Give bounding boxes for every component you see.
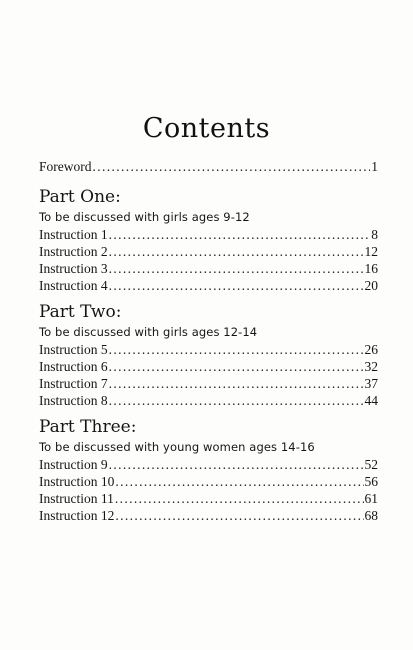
dot-leader	[109, 226, 371, 243]
toc-entry	[39, 375, 378, 392]
toc-entry-label: Instruction 9	[39, 457, 108, 472]
part-subtitle: To be discussed with girls ages 9-12	[39, 210, 250, 224]
toc-entry-label: Instruction 5	[39, 342, 108, 357]
toc-entry	[39, 226, 378, 243]
page-title: Contents	[142, 113, 271, 144]
dot-leader	[115, 490, 364, 507]
toc-entry-page: 61	[364, 491, 378, 506]
toc-entry-page: 44	[364, 393, 378, 408]
toc-entry	[39, 507, 378, 524]
dot-leader	[109, 341, 364, 358]
dot-leader	[115, 473, 363, 490]
dot-leader	[115, 507, 363, 524]
dot-leader	[109, 277, 364, 294]
toc-entry-page: 20	[364, 278, 378, 293]
part-one-section	[39, 187, 378, 294]
toc-entry-page: 26	[364, 342, 378, 357]
toc-entry-page: 32	[364, 359, 378, 374]
toc-entry-page: 16	[364, 261, 378, 276]
toc-entry	[39, 341, 378, 358]
part-title: Part Three:	[39, 417, 137, 437]
part-title: Part One:	[39, 187, 121, 207]
toc-entry	[39, 392, 378, 409]
toc-entry-label: Instruction 2	[39, 244, 108, 259]
dot-leader	[109, 375, 364, 392]
toc-entry-label: Instruction 7	[39, 376, 108, 391]
toc-entry-label: Instruction 3	[39, 261, 108, 276]
part-subtitle: To be discussed with young women ages 14-16	[39, 440, 315, 454]
toc-entry-label: Instruction 12	[39, 508, 115, 523]
toc-entry	[39, 358, 378, 375]
part-title: Part Two:	[39, 302, 122, 322]
toc-entry-label: Instruction 6	[39, 359, 108, 374]
toc-entry	[39, 260, 378, 277]
toc-entry-page: 8	[371, 227, 378, 242]
toc-entry-page: 52	[364, 457, 378, 472]
toc-entry-page: 68	[364, 508, 378, 523]
part-subtitle: To be discussed with girls ages 12-14	[39, 325, 258, 339]
dot-leader	[109, 260, 364, 277]
toc-entry-page: 56	[364, 474, 378, 489]
table-of-contents	[39, 158, 378, 532]
dot-leader	[109, 243, 364, 260]
part-two-section	[39, 302, 378, 409]
toc-entry-label: Foreword	[39, 159, 92, 174]
toc-entry-label: Instruction 4	[39, 278, 108, 293]
toc-entry	[39, 456, 378, 473]
toc-entry-label: Instruction 1	[39, 227, 108, 242]
dot-leader	[109, 392, 364, 409]
toc-entry	[39, 473, 378, 490]
dot-leader	[93, 158, 371, 175]
dot-leader	[109, 456, 364, 473]
toc-entry-label: Instruction 10	[39, 474, 115, 489]
toc-entry	[39, 277, 378, 294]
toc-entry-page: 1	[371, 159, 378, 174]
toc-entry-label: Instruction 11	[39, 491, 114, 506]
toc-entry-page: 12	[364, 244, 378, 259]
toc-entry	[39, 490, 378, 507]
toc-entry-label: Instruction 8	[39, 393, 108, 408]
dot-leader	[109, 358, 364, 375]
toc-entry-page: 37	[364, 376, 378, 391]
toc-entry	[39, 243, 378, 260]
part-three-section	[39, 417, 378, 524]
toc-entry-foreword	[39, 158, 378, 175]
